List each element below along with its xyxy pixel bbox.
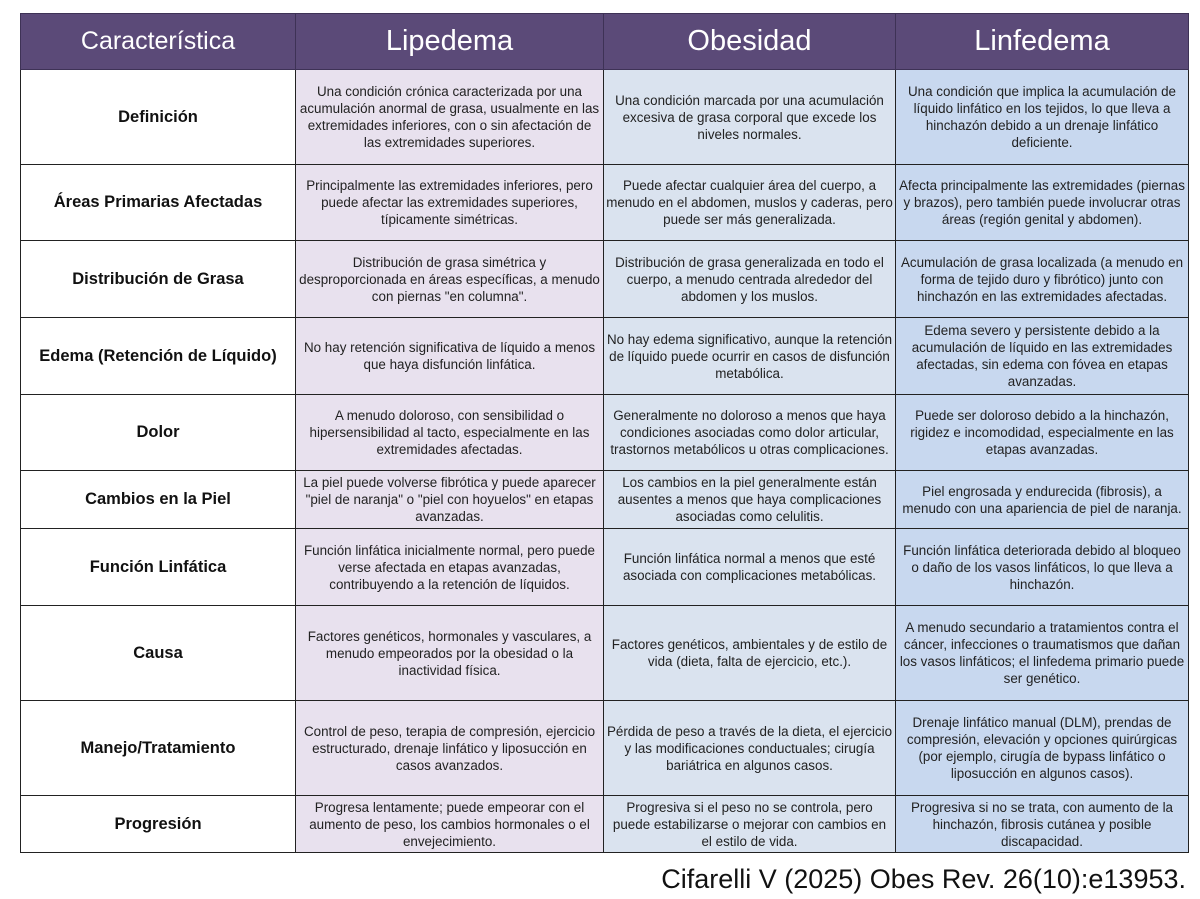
table-row: [21, 395, 1189, 471]
cell-lipedema: Función linfática inicialmente normal, pero puede verse afectada en etapas avanzadas, contribuyendo a la retención de líquidos.: [296, 529, 604, 606]
header-linfedema: Linfedema: [896, 14, 1189, 70]
row-label: Áreas Primarias Afectadas: [21, 165, 296, 241]
header-lipedema: Lipedema: [296, 14, 604, 70]
cell-obesidad: Progresiva si el peso no se controla, pero puede estabilizarse o mejorar con cambios en el estilo de vida.: [604, 796, 896, 853]
cell-linfedema: Progresiva si no se trata, con aumento de la hinchazón, fibrosis cutánea y posible discapacidad.: [896, 796, 1189, 853]
cell-obesidad: Los cambios en la piel generalmente están ausentes a menos que haya complicaciones asociadas como celulitis.: [604, 471, 896, 529]
cell-lipedema: Progresa lentamente; puede empeorar con el aumento de peso, los cambios hormonales o el envejecimiento.: [296, 796, 604, 853]
citation: Cifarelli V (2025) Obes Rev. 26(10):e13953.: [661, 864, 1186, 894]
row-label: Función Linfática: [21, 529, 296, 606]
cell-obesidad: Una condición marcada por una acumulación excesiva de grasa corporal que excede los niveles normales.: [604, 70, 896, 165]
comparison-table-container: [20, 13, 1188, 853]
cell-linfedema: Drenaje linfático manual (DLM), prendas de compresión, elevación y opciones quirúrgicas (por ejemplo, cirugía de bypass linfático o liposucción en algunos casos).: [896, 701, 1189, 796]
cell-linfedema: Acumulación de grasa localizada (a menudo en forma de tejido duro y fibrótico) junto con hinchazón en las extremidades afectadas.: [896, 241, 1189, 318]
comparison-table: [20, 13, 1189, 853]
header-row: [21, 14, 1189, 70]
cell-lipedema: Distribución de grasa simétrica y desproporcionada en áreas específicas, a menudo con piernas "en columna".: [296, 241, 604, 318]
cell-obesidad: Generalmente no doloroso a menos que haya condiciones asociadas como dolor articular, trastornos metabólicos u otras complicaciones.: [604, 395, 896, 471]
row-label: Cambios en la Piel: [21, 471, 296, 529]
table-row: [21, 471, 1189, 529]
row-label: Causa: [21, 606, 296, 701]
table-row: [21, 70, 1189, 165]
row-label: Edema (Retención de Líquido): [21, 318, 296, 395]
table-row: [21, 796, 1189, 853]
cell-linfedema: Puede ser doloroso debido a la hinchazón, rigidez e incomodidad, especialmente en las etapas avanzadas.: [896, 395, 1189, 471]
cell-obesidad: Factores genéticos, ambientales y de estilo de vida (dieta, falta de ejercicio, etc.).: [604, 606, 896, 701]
row-label: Progresión: [21, 796, 296, 853]
cell-linfedema: A menudo secundario a tratamientos contra el cáncer, infecciones o traumatismos que dañan los vasos linfáticos; el linfedema primario puede ser genético.: [896, 606, 1189, 701]
cell-obesidad: No hay edema significativo, aunque la retención de líquido puede ocurrir en casos de disfunción metabólica.: [604, 318, 896, 395]
table-row: [21, 241, 1189, 318]
cell-obesidad: Puede afectar cualquier área del cuerpo, a menudo en el abdomen, muslos y caderas, pero puede ser más generalizada.: [604, 165, 896, 241]
cell-obesidad: Distribución de grasa generalizada en todo el cuerpo, a menudo centrada alrededor del abdomen y los muslos.: [604, 241, 896, 318]
cell-obesidad: Pérdida de peso a través de la dieta, el ejercicio y las modificaciones conductuales; cirugía bariátrica en algunos casos.: [604, 701, 896, 796]
cell-linfedema: Una condición que implica la acumulación de líquido linfático en los tejidos, lo que lleva a hinchazón debido a un drenaje linfático deficiente.: [896, 70, 1189, 165]
table-row: [21, 318, 1189, 395]
row-label: Manejo/Tratamiento: [21, 701, 296, 796]
table-row: [21, 529, 1189, 606]
cell-lipedema: Factores genéticos, hormonales y vasculares, a menudo empeorados por la obesidad o la inactividad física.: [296, 606, 604, 701]
cell-linfedema: Edema severo y persistente debido a la acumulación de líquido en las extremidades afectadas, sin edema con fóvea en etapas avanzadas.: [896, 318, 1189, 395]
row-label: Definición: [21, 70, 296, 165]
cell-linfedema: Función linfática deteriorada debido al bloqueo o daño de los vasos linfáticos, lo que lleva a hinchazón.: [896, 529, 1189, 606]
row-label: Distribución de Grasa: [21, 241, 296, 318]
row-label: Dolor: [21, 395, 296, 471]
cell-lipedema: Principalmente las extremidades inferiores, pero puede afectar las extremidades superiores, típicamente simétricas.: [296, 165, 604, 241]
header-caracteristica: Característica: [21, 14, 296, 70]
cell-linfedema: Piel engrosada y endurecida (fibrosis), a menudo con una apariencia de piel de naranja.: [896, 471, 1189, 529]
cell-lipedema: No hay retención significativa de líquido a menos que haya disfunción linfática.: [296, 318, 604, 395]
cell-lipedema: A menudo doloroso, con sensibilidad o hipersensibilidad al tacto, especialmente en las extremidades afectadas.: [296, 395, 604, 471]
header-obesidad: Obesidad: [604, 14, 896, 70]
cell-lipedema: La piel puede volverse fibrótica y puede aparecer "piel de naranja" o "piel con hoyuelos" en etapas avanzadas.: [296, 471, 604, 529]
table-row: [21, 606, 1189, 701]
cell-linfedema: Afecta principalmente las extremidades (piernas y brazos), pero también puede involucrar otras áreas (región genital y abdomen).: [896, 165, 1189, 241]
cell-lipedema: Control de peso, terapia de compresión, ejercicio estructurado, drenaje linfático y liposucción en casos avanzados.: [296, 701, 604, 796]
cell-lipedema: Una condición crónica caracterizada por una acumulación anormal de grasa, usualmente en las extremidades inferiores, con o sin afectación de las extremidades superiores.: [296, 70, 604, 165]
table-row: [21, 165, 1189, 241]
table-row: [21, 701, 1189, 796]
cell-obesidad: Función linfática normal a menos que esté asociada con complicaciones metabólicas.: [604, 529, 896, 606]
